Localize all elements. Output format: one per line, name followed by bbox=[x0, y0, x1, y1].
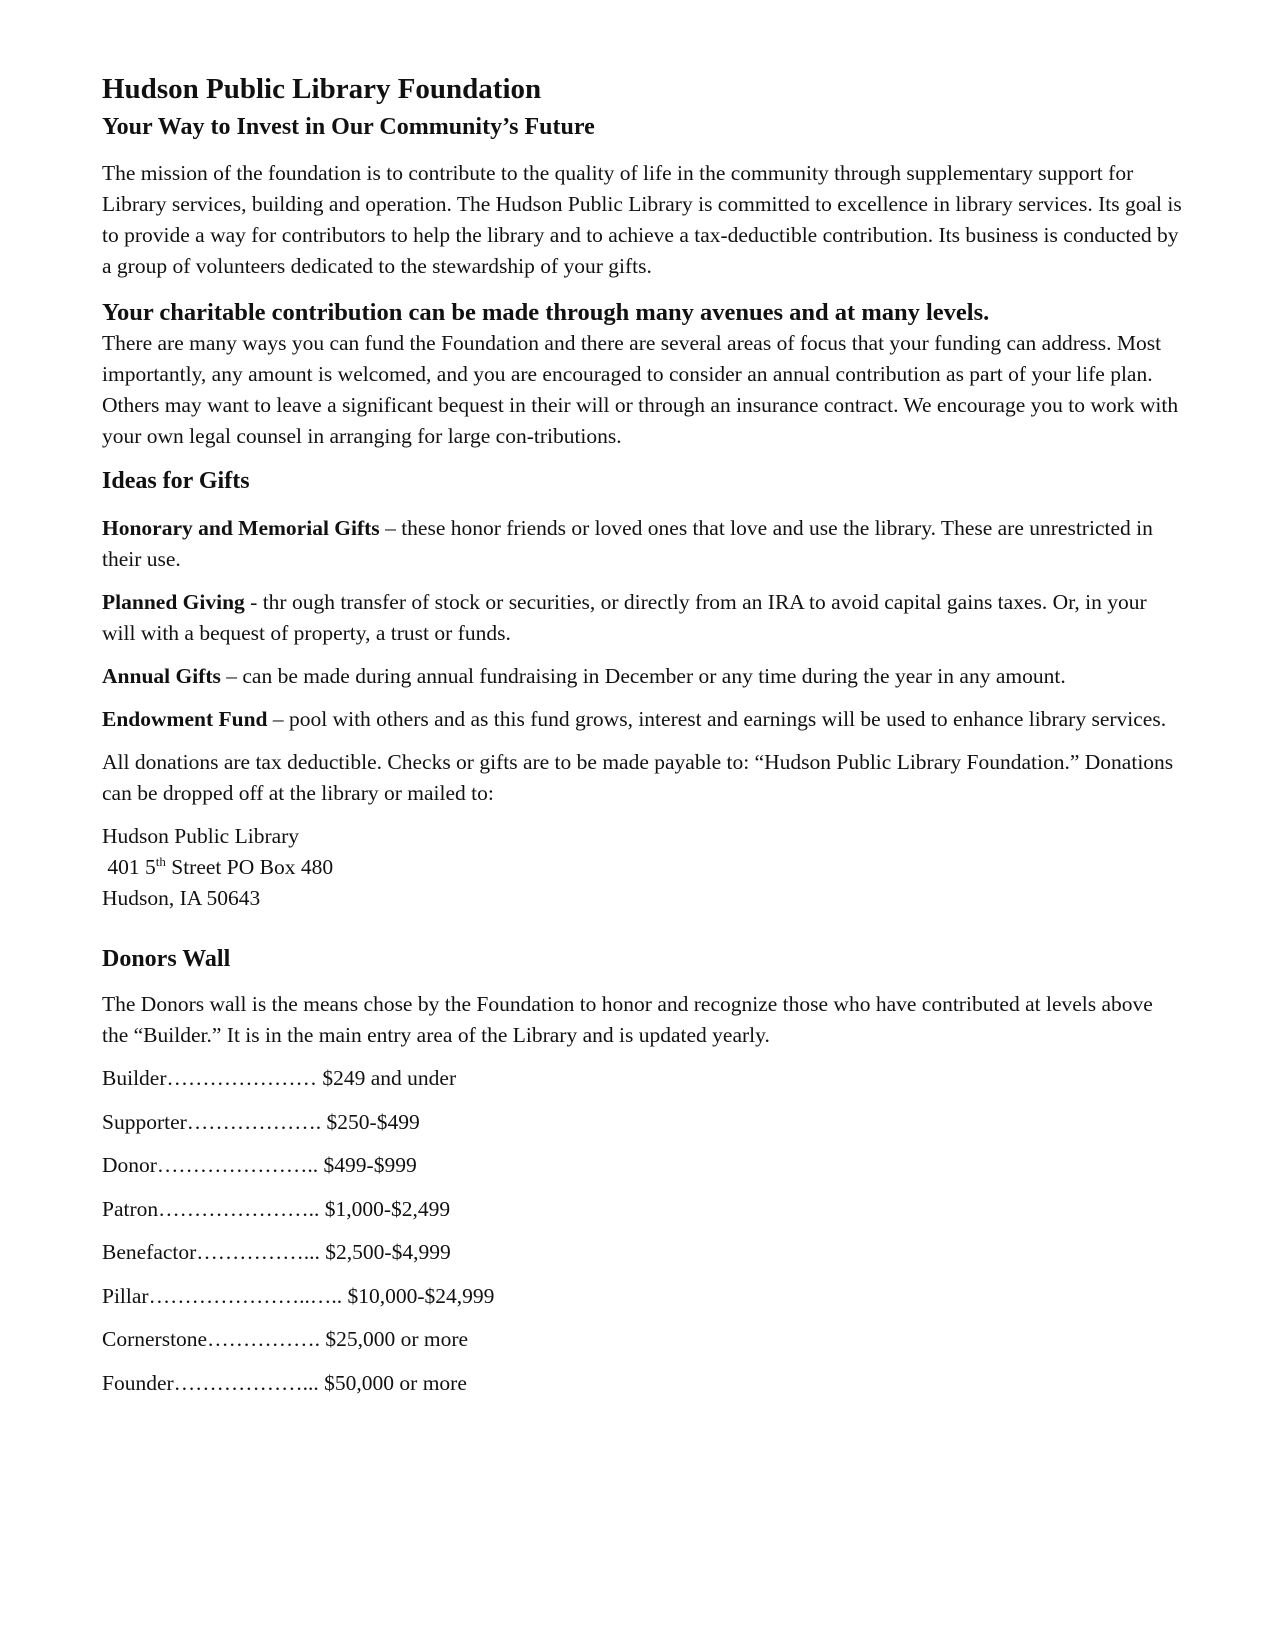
gift-description: can be made during annual fundraising in December or any time during the year in any amount. bbox=[242, 664, 1066, 688]
donors-wall-heading: Donors Wall bbox=[102, 946, 231, 972]
gift-term: Annual Gifts bbox=[102, 664, 221, 688]
gift-separator: – bbox=[379, 516, 402, 540]
donations-paragraph: All donations are tax deductible. Checks or gifts are to be made payable to: “Hudson Public Library Foundation.” Donations can be dropped off at the library or mailed to: bbox=[102, 750, 1174, 805]
gift-item-annual bbox=[102, 661, 1182, 692]
donor-level-cornerstone: Cornerstone……………. $25,000 or more bbox=[102, 1327, 469, 1351]
mailing-address bbox=[102, 821, 1182, 914]
donors-wall-description: The Donors wall is the means chose by the Foundation to honor and recognize those who have contributed at levels above the “Builder.” It is in the main entry area of the Library and is updated yearly. bbox=[102, 992, 1153, 1047]
address-street-number: 401 5 bbox=[102, 855, 156, 879]
donor-level-builder: Builder………………… $249 and under bbox=[102, 1066, 457, 1090]
gift-term: Honorary and Memorial Gifts bbox=[102, 516, 380, 540]
gift-item-honorary bbox=[102, 513, 1182, 575]
donor-level-supporter: Supporter………………. $250-$499 bbox=[102, 1109, 420, 1134]
gift-term: Planned Giving bbox=[102, 590, 245, 614]
donor-level-pillar: Pillar…………………..….. $10,000-$24,999 bbox=[102, 1283, 495, 1308]
address-line-name: Hudson Public Library bbox=[102, 824, 300, 848]
address-ordinal-suffix: th bbox=[155, 853, 166, 869]
donor-level-benefactor: Benefactor……………... $2,500-$4,999 bbox=[102, 1240, 451, 1264]
gift-item-endowment bbox=[102, 704, 1182, 735]
gift-term: Endowment Fund bbox=[102, 707, 268, 731]
address-line-city: Hudson, IA 50643 bbox=[102, 886, 261, 910]
address-street-rest: Street PO Box 480 bbox=[165, 855, 334, 879]
gift-separator: – bbox=[267, 707, 289, 731]
gift-separator: – bbox=[220, 664, 243, 688]
page-title: Hudson Public Library Foundation bbox=[102, 73, 542, 105]
donor-level-donor: Donor………………….. $499-$999 bbox=[102, 1153, 417, 1177]
mission-paragraph: The mission of the foundation is to contribute to the quality of life in the community through supplementary support for Library services, building and operation. The Hudson Public Library is committed to excellence in library services. Its goal is to provide a way for contributors to help the library and to achieve a tax-deductible contribution. Its business is conducted by a group of volunteers dedicated to the stewardship of your gifts. bbox=[102, 161, 1182, 278]
donor-level-founder: Founder………………... $50,000 or more bbox=[102, 1370, 467, 1395]
charitable-paragraph: There are many ways you can fund the Foundation and there are several areas of focus that your funding can address. Most importantly, any amount is welcomed, and you are encouraged to consider an annual contribution as part of your life plan. Others may want to leave a significant bequest in their will or through an insurance contract. We encourage you to work with your own legal counsel in arranging for large con-tributions. bbox=[102, 331, 1179, 448]
page-subtitle: Your Way to Invest in Our Community’s Future bbox=[102, 114, 595, 140]
gift-description: these honor friends or loved ones that love and use the library. These are unrestricted in their use. bbox=[102, 516, 1153, 571]
address-line-street bbox=[102, 852, 1182, 883]
donor-levels-list bbox=[102, 1063, 1182, 1399]
document-page bbox=[102, 72, 1182, 1411]
gift-separator: - bbox=[244, 590, 263, 614]
donor-level-patron: Patron………………….. $1,000-$2,499 bbox=[102, 1196, 451, 1221]
gift-description: pool with others and as this fund grows, interest and earnings will be used to enhance library services. bbox=[288, 707, 1167, 731]
charitable-heading: Your charitable contribution can be made through many avenues and at many levels. bbox=[102, 299, 990, 326]
gift-item-planned bbox=[102, 587, 1182, 649]
gift-description: thr ough transfer of stock or securities, or directly from an IRA to avoid capital gains taxes. Or, in your will with a bequest of property, a trust or funds. bbox=[102, 590, 1147, 645]
ideas-heading: Ideas for Gifts bbox=[102, 468, 250, 494]
